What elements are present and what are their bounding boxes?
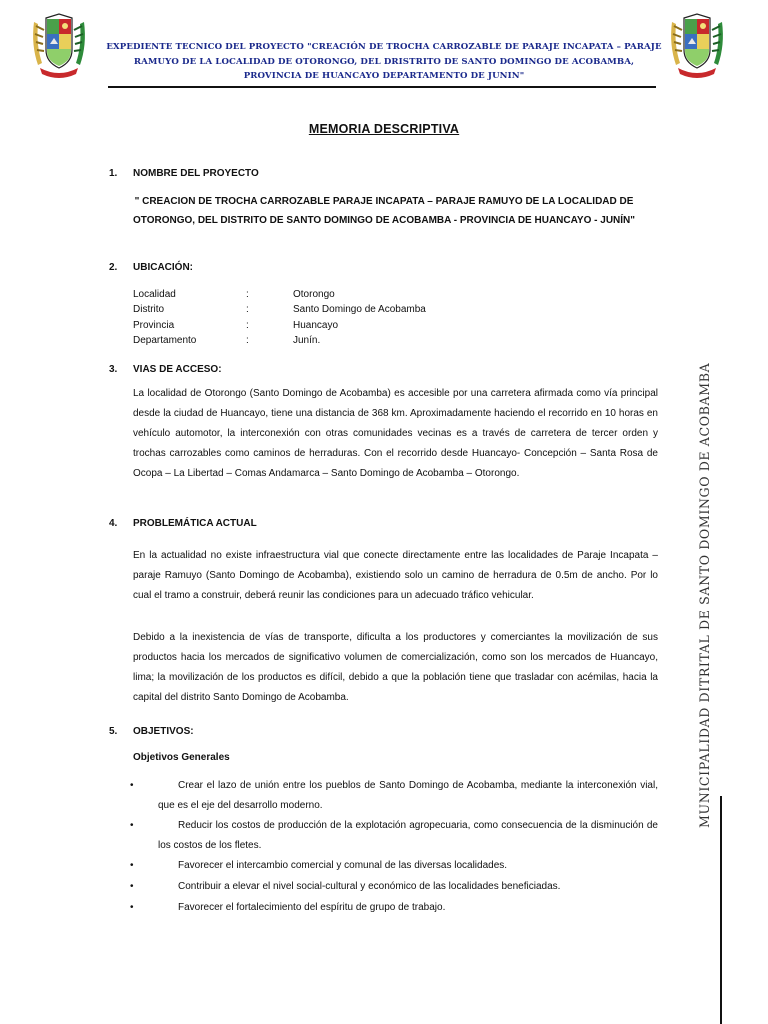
location-key: Provincia [133, 320, 175, 331]
location-value: Huancayo [293, 320, 339, 331]
objectives-subheading: Objetivos Generales [133, 752, 230, 763]
municipal-crest-right-icon [666, 10, 728, 80]
section-4-number: 4. [109, 518, 118, 529]
municipality-vertical-label: MUNICIPALIDAD DITRITAL DE SANTO DOMINGO DE ACOBAMBA [697, 362, 712, 828]
location-separator: : [246, 304, 249, 315]
objective-text: Crear el lazo de unión entre los pueblos de Santo Domingo de Acobamba, mediante la interconexión vial, que es el eje del desarrollo moderno. [158, 780, 658, 811]
location-row [133, 304, 533, 319]
objective-text: Reducir los costos de producción de la explotación agropecuaria, como consecuencia de la disminución de los costos de los fletes. [158, 820, 658, 851]
objective-text: Favorecer el intercambio comercial y comunal de las diversas localidades. [178, 860, 508, 871]
bullet-marker: • [130, 881, 134, 892]
objective-bullet [130, 898, 658, 918]
location-value: Santo Domingo de Acobamba [293, 304, 426, 315]
municipal-crest-left-icon [28, 10, 90, 80]
section-4-heading: PROBLEMÁTICA ACTUAL [133, 518, 257, 529]
project-name: " CREACION DE TROCHA CARROZABLE PARAJE INCAPATA – PARAJE RAMUYO DE LA LOCALIDAD DE OTORONGO, DEL DISTRITO DE SANTO DOMINGO DE ACOBAMBA - PROVINCIA DE HUANCAYO - JUNÍN" [133, 196, 635, 226]
objective-bullet [130, 877, 658, 897]
bullet-marker: • [130, 780, 134, 791]
bullet-marker: • [130, 902, 134, 913]
section-2-number: 2. [109, 262, 118, 273]
section-1-heading: NOMBRE DEL PROYECTO [133, 168, 259, 179]
location-key: Distrito [133, 304, 165, 315]
section-3-heading: VIAS DE ACCESO: [133, 364, 222, 375]
document-title: MEMORIA DESCRIPTIVA [308, 122, 460, 136]
header-divider [108, 86, 656, 88]
section-5-heading: OBJETIVOS: [133, 726, 194, 737]
objective-text: Contribuir a elevar el nivel social-cultural y económico de las localidades beneficiadas. [178, 881, 561, 892]
location-separator: : [246, 289, 249, 300]
location-key: Localidad [133, 289, 176, 300]
problem-paragraph-1: En la actualidad no existe infraestructura vial que conecte directamente entre las localidades de Paraje Incapata – paraje Ramuyo (Santo Domingo de Acobamba), existiendo solo un camino de herradura de 0.5m de ancho. Por lo cual el tramo a construir, deberá reunir las condiciones para un adecuado tráfico vehicular. [133, 550, 658, 601]
location-separator: : [246, 335, 249, 346]
objective-text: Favorecer el fortalecimiento del espíritu de grupo de trabajo. [178, 902, 446, 913]
section-3-number: 3. [109, 364, 118, 375]
access-paragraph: La localidad de Otorongo (Santo Domingo de Acobamba) es accesible por una carretera afirmada como vía principal desde la ciudad de Huancayo, tiene una distancia de 368 km. Aproximadamente haciendo el recorrido en 10 horas en vehículo automotor, la interconexión con otras comunidades vecinas es a través de carretera de tercer orden y trochas carrozables como caminos de herraduras. Con el recorrido desde Huancayo- Concepción – Santa Rosa de Ocopa – La Libertad – Comas Andamarca – Santo Domingo de Acobamba – Otorongo. [133, 388, 658, 479]
location-value: Junín. [293, 335, 321, 346]
location-key: Departamento [133, 335, 197, 346]
location-row [133, 335, 533, 350]
problem-paragraph-2: Debido a la inexistencia de vías de transporte, dificulta a los productores y comerciantes la movilización de sus productos hacia los mercados de significativo volumen de comercialización, como son los mercados de Huancayo, lima; la movilización de los productos es difícil, debido a que la población tiene que trasladar con acémilas, hacia la capital del distrito Santo Domingo de Acobamba. [133, 632, 658, 703]
sidebar-divider [720, 796, 722, 1024]
section-2-heading: UBICACIÓN: [133, 262, 193, 273]
section-1-number: 1. [109, 168, 118, 179]
bullet-marker: • [130, 860, 134, 871]
location-value: Otorongo [293, 289, 335, 300]
objective-bullet [130, 816, 658, 856]
bullet-marker: • [130, 820, 134, 831]
section-5-number: 5. [109, 726, 118, 737]
objective-bullet [130, 856, 658, 876]
location-separator: : [246, 320, 249, 331]
location-row [133, 289, 533, 304]
header-title: EXPEDIENTE TECNICO DEL PROYECTO "CREACIÓN DE TROCHA CARROZABLE DE PARAJE INCAPATA – PARAJE RAMUYO DE LA LOCALIDAD DE OTORONGO, DEL DRISTRITO DE SANTO DOMINGO DE ACOBAMBA, PROVINCIA DE HUANCAYO DEPARTAMENTO DE JUNIN" [106, 42, 662, 81]
objective-bullet [130, 776, 658, 816]
location-row [133, 320, 533, 335]
